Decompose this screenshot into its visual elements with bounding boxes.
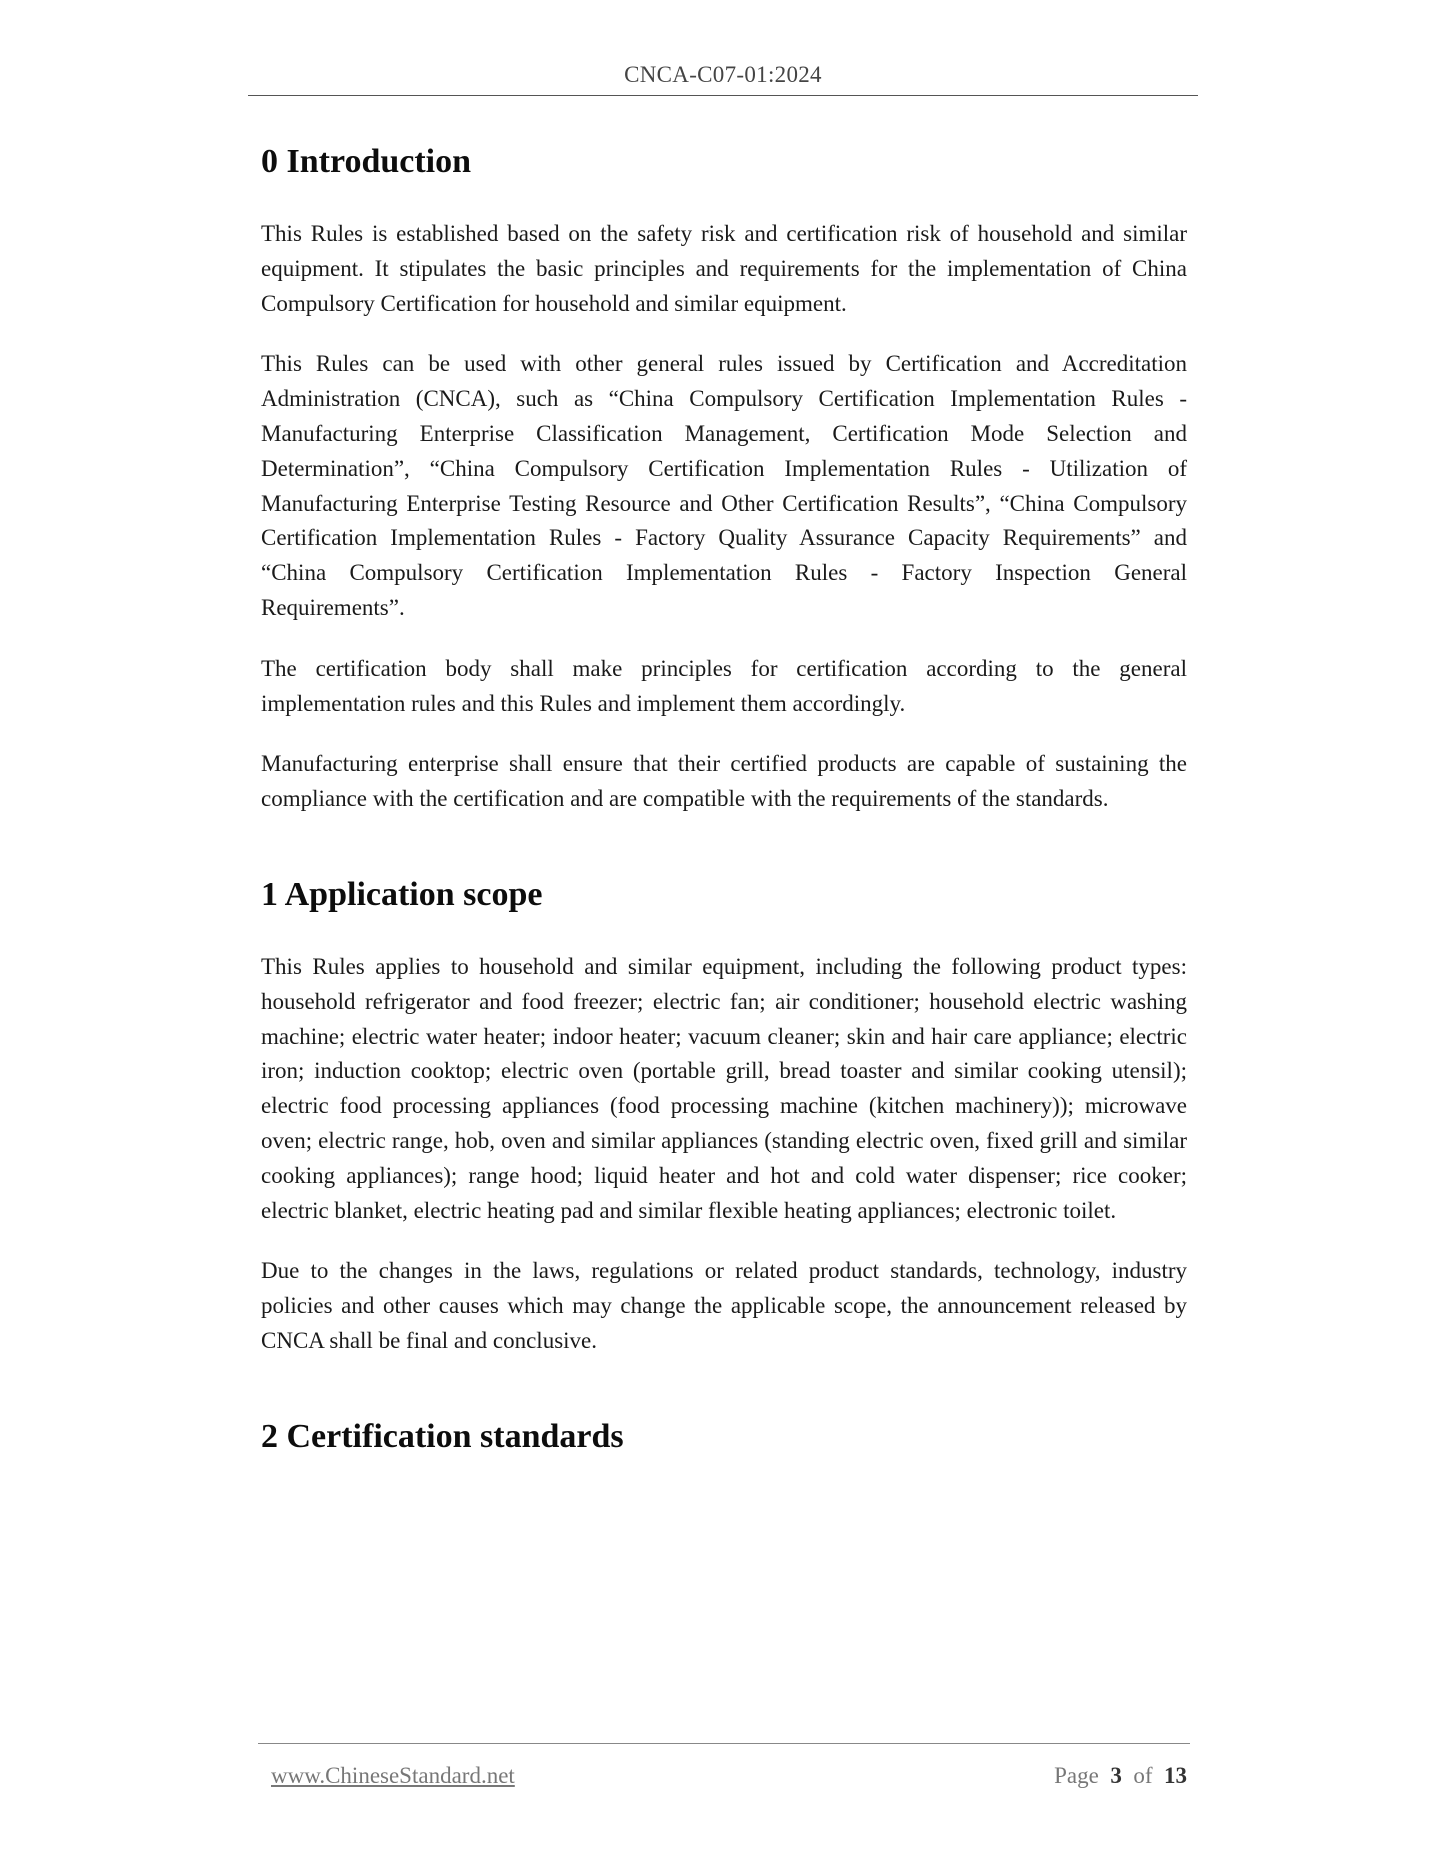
- header-divider: [248, 95, 1198, 96]
- current-page-number: 3: [1110, 1763, 1122, 1788]
- footer-divider: [258, 1743, 1190, 1744]
- of-label: of: [1133, 1763, 1153, 1788]
- intro-paragraph-2: This Rules can be used with other general rules issued by Certification and Accreditation Administration (CNCA), such as “China Compulsory Certification Implementation Rules - Manufacturing Enterprise Classification Management, Certification Mode Selection and Determination”, “China Compulsory Certification Implementation Rules - Utilization of Manufacturing Enterprise Testing Resource and Other Certification Results”, “China Compulsory Certification Implementation Rules - Factory Quality Assurance Capacity Requirements” and “China Compulsory Certification Implementation Rules - Factory Inspection General Requirements”.: [261, 351, 1187, 620]
- footer-website-link[interactable]: www.ChineseStandard.net: [271, 1763, 515, 1788]
- section-heading-certification-standards: 2 Certification standards: [261, 1417, 624, 1455]
- page-body: [261, 138, 1187, 1461]
- intro-paragraph-1: This Rules is established based on the safety risk and certification risk of household and similar equipment. It stipulates the basic principles and requirements for the implementation of China Compulsory Certification for household and similar equipment.: [261, 221, 1187, 316]
- intro-paragraph-4: Manufacturing enterprise shall ensure that their certified products are capable of sustaining the compliance with the certification and are compatible with the requirements of the standards.: [261, 751, 1187, 812]
- scope-paragraph-2: Due to the changes in the laws, regulations or related product standards, technology, industry policies and other causes which may change the applicable scope, the announcement released by CNCA shall be final and conclusive.: [261, 1258, 1187, 1353]
- scope-paragraph-1: This Rules applies to household and similar equipment, including the following product types: household refrigerator and food freezer; electric fan; air conditioner; household electric washing machine; electric water heater; indoor heater; vacuum cleaner; skin and hair care appliance; electric iron; induction cooktop; electric oven (portable grill, bread toaster and similar cooking utensil); electric food processing appliances (food processing machine (kitchen machinery)); microwave oven; electric range, hob, oven and similar appliances (standing electric oven, fixed grill and similar cooking appliances); range hood; liquid heater and hot and cold water dispenser; rice cooker; electric blanket, electric heating pad and similar flexible heating appliances; electronic toilet.: [261, 953, 1187, 1223]
- page-header-doc-id: CNCA-C07-01:2024: [624, 62, 822, 87]
- page-label: Page: [1054, 1763, 1099, 1788]
- total-pages-number: 13: [1164, 1763, 1187, 1788]
- page-number: [1054, 1763, 1187, 1789]
- section-heading-introduction: 0 Introduction: [261, 143, 472, 180]
- intro-paragraph-3: The certification body shall make principles for certification according to the general implementation rules and this Rules and implement them accordingly.: [261, 655, 1187, 716]
- section-heading-application-scope: 1 Application scope: [261, 875, 543, 913]
